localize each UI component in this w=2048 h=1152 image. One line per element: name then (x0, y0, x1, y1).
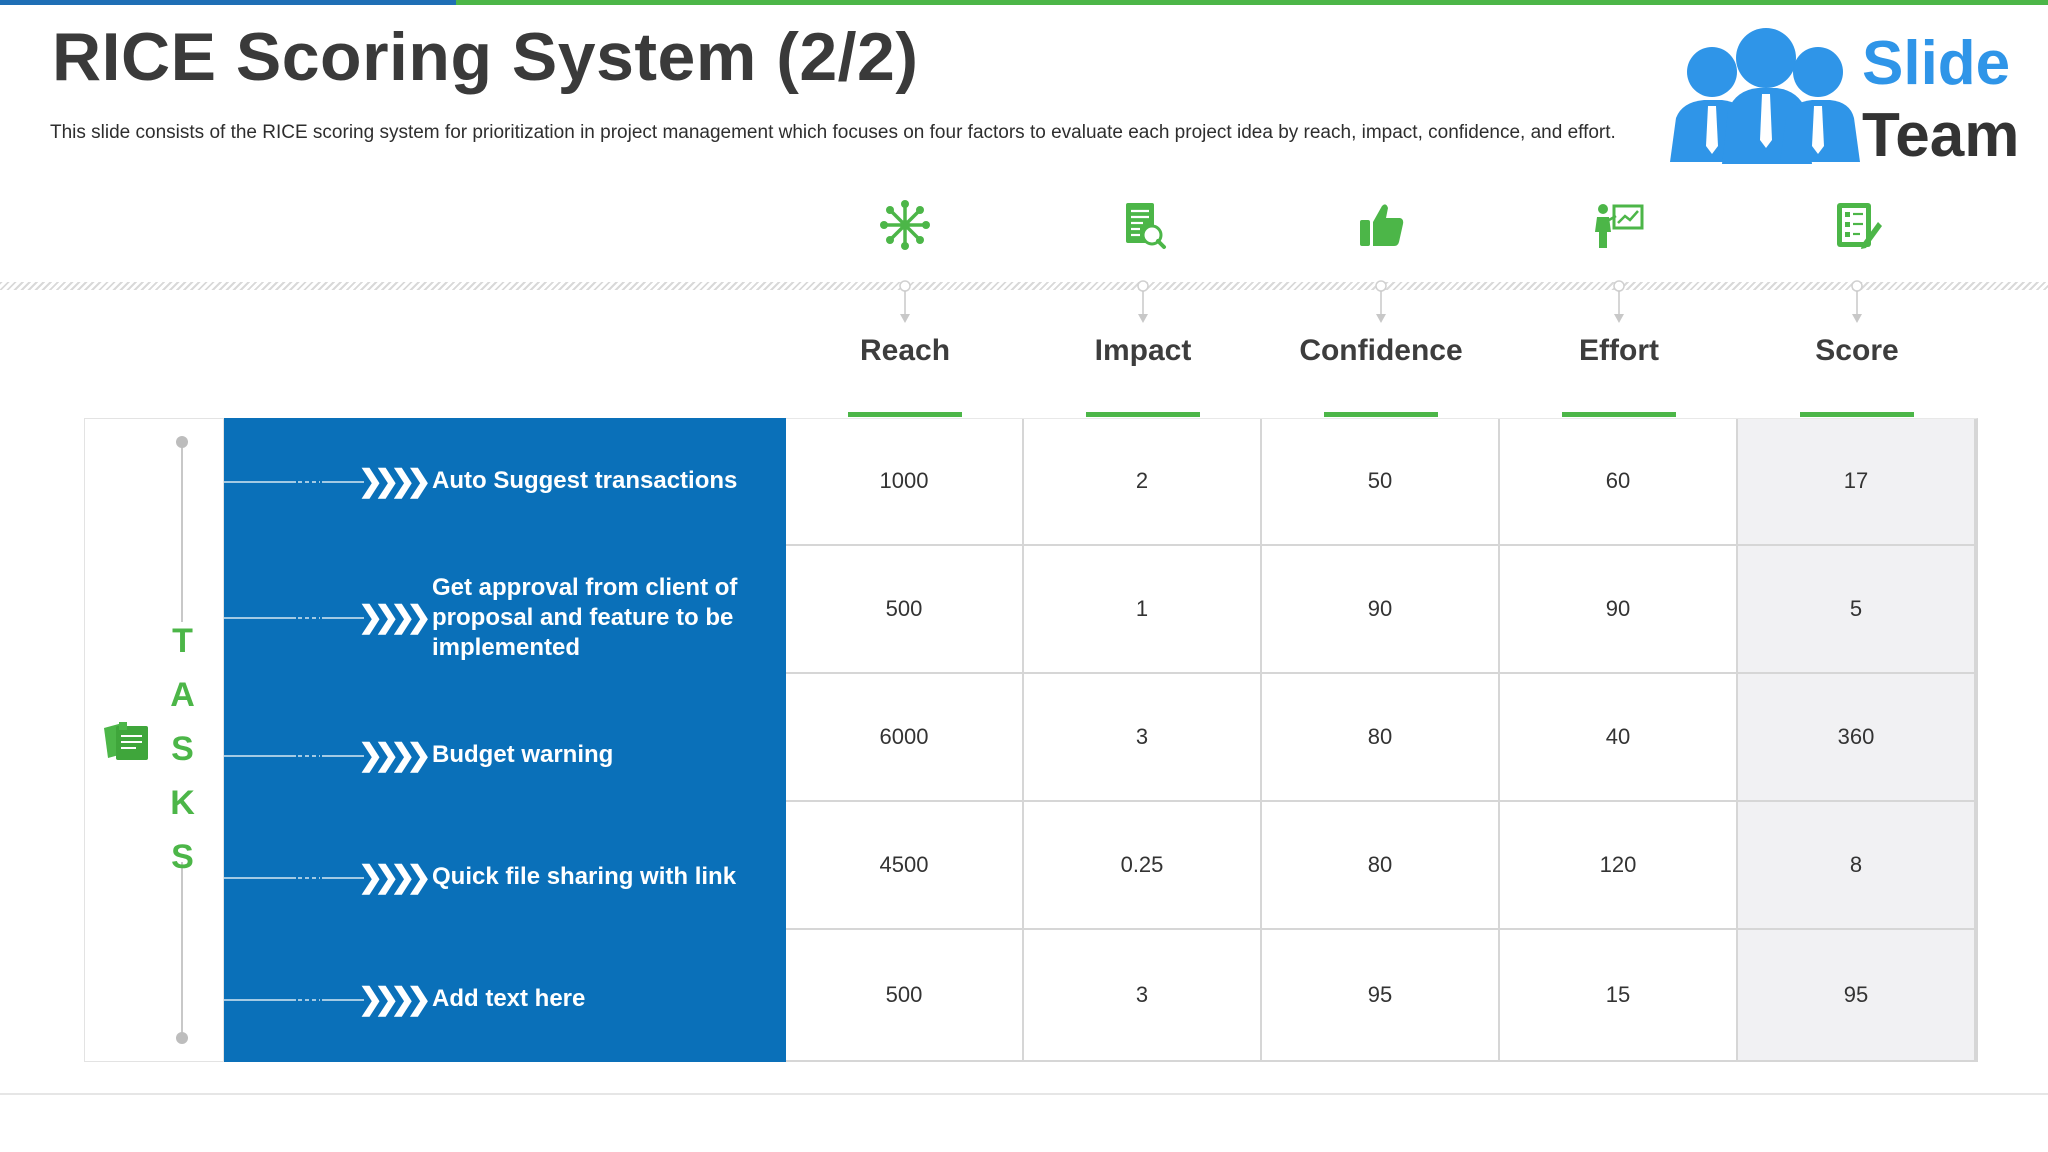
task-connector-line (224, 877, 364, 879)
tasks-label (162, 622, 202, 892)
document-search-icon (1118, 200, 1168, 250)
task-label: Budget warning (432, 741, 614, 768)
logo-text-slide: Slide (1862, 29, 2011, 98)
chevrons-right-icon: ❯❯❯❯ (358, 601, 423, 634)
column-header-score (1738, 200, 1976, 420)
table-cell-effort: 90 (1500, 546, 1738, 674)
task-row (224, 674, 786, 802)
task-row (224, 802, 786, 930)
table-cell-score: 8 (1738, 802, 1976, 930)
column-underline (1562, 412, 1676, 417)
table-cell-confidence: 80 (1262, 802, 1500, 930)
column-label: Confidence (1299, 334, 1463, 367)
task-connector-line (224, 999, 364, 1001)
bottom-divider (0, 1093, 2048, 1095)
task-row (224, 546, 786, 674)
table-cell-score: 5 (1738, 546, 1976, 674)
thumbs-up-icon (1356, 200, 1406, 250)
table-cell-effort: 60 (1500, 418, 1738, 546)
task-row (224, 930, 786, 1058)
table-cell-impact: 3 (1024, 930, 1262, 1062)
connector-arrow-icon (1613, 280, 1625, 324)
column-label: Reach (859, 334, 951, 367)
table-cell-reach: 1000 (786, 418, 1024, 546)
table-cell-effort: 120 (1500, 802, 1738, 930)
table-cell-score: 17 (1738, 418, 1976, 546)
table-cell-score: 95 (1738, 930, 1976, 1062)
top-accent-bar-blue (0, 0, 456, 5)
column-underline (1324, 412, 1438, 417)
task-connector-line (224, 755, 364, 757)
table-cell-score: 360 (1738, 674, 1976, 802)
table-cell-confidence: 95 (1262, 930, 1500, 1062)
task-row (224, 418, 786, 546)
table-cell-impact: 0.25 (1024, 802, 1262, 930)
asterisk-burst-icon (880, 200, 930, 250)
presenter-chart-icon (1594, 200, 1644, 250)
column-label: Score (1815, 334, 1899, 367)
timeline-dot (176, 436, 188, 448)
column-underline (1800, 412, 1914, 417)
table-cell-reach: 500 (786, 930, 1024, 1062)
top-accent-bar-green (456, 0, 2048, 5)
tasks-label-text: TASKS (163, 622, 202, 892)
table-cell-reach: 500 (786, 546, 1024, 674)
table-cell-confidence: 80 (1262, 674, 1500, 802)
column-header-confidence (1262, 200, 1500, 420)
column-underline (1086, 412, 1200, 417)
chevrons-right-icon: ❯❯❯❯ (358, 739, 423, 772)
task-label: Quick file sharing with link (432, 863, 737, 890)
checklist-pencil-icon (1832, 200, 1882, 250)
task-label: Auto Suggest transactions (432, 467, 738, 494)
page-title: RICE Scoring System (2/2) (52, 19, 919, 95)
page-subtitle: This slide consists of the RICE scoring system for prioritization in project management which focuses on four factors to evaluate each project idea by reach, impact, confidence, and effort. (50, 122, 1616, 143)
table-cell-impact: 3 (1024, 674, 1262, 802)
task-connector-line (224, 617, 364, 619)
column-underline (848, 412, 962, 417)
task-connector-line (224, 481, 364, 483)
task-label: Add text here (432, 985, 586, 1012)
table-cell-impact: 2 (1024, 418, 1262, 546)
column-label: Effort (1579, 334, 1659, 367)
connector-arrow-icon (899, 280, 911, 324)
column-header-reach (786, 200, 1024, 420)
column-label: Impact (1094, 334, 1192, 367)
table-cell-confidence: 50 (1262, 418, 1500, 546)
timeline-dot (176, 1032, 188, 1044)
table-cell-confidence: 90 (1262, 546, 1500, 674)
rice-score-table (786, 418, 1978, 1062)
connector-arrow-icon (1375, 280, 1387, 324)
chevrons-right-icon: ❯❯❯❯ (358, 465, 423, 498)
table-cell-reach: 6000 (786, 674, 1024, 802)
table-cell-effort: 40 (1500, 674, 1738, 802)
task-label: Get approval from client of proposal and feature to be implemented (432, 574, 738, 661)
table-cell-impact: 1 (1024, 546, 1262, 674)
sticky-notes-icon (102, 718, 152, 764)
connector-arrow-icon (1851, 280, 1863, 324)
chevrons-right-icon: ❯❯❯❯ (358, 861, 423, 894)
connector-arrow-icon (1137, 280, 1149, 324)
column-header-effort (1500, 200, 1738, 420)
table-cell-reach: 4500 (786, 802, 1024, 930)
table-cell-effort: 15 (1500, 930, 1738, 1062)
chevrons-right-icon: ❯❯❯❯ (358, 983, 423, 1016)
logo-text-team: Team (1862, 101, 2020, 170)
column-header-impact (1024, 200, 1262, 420)
